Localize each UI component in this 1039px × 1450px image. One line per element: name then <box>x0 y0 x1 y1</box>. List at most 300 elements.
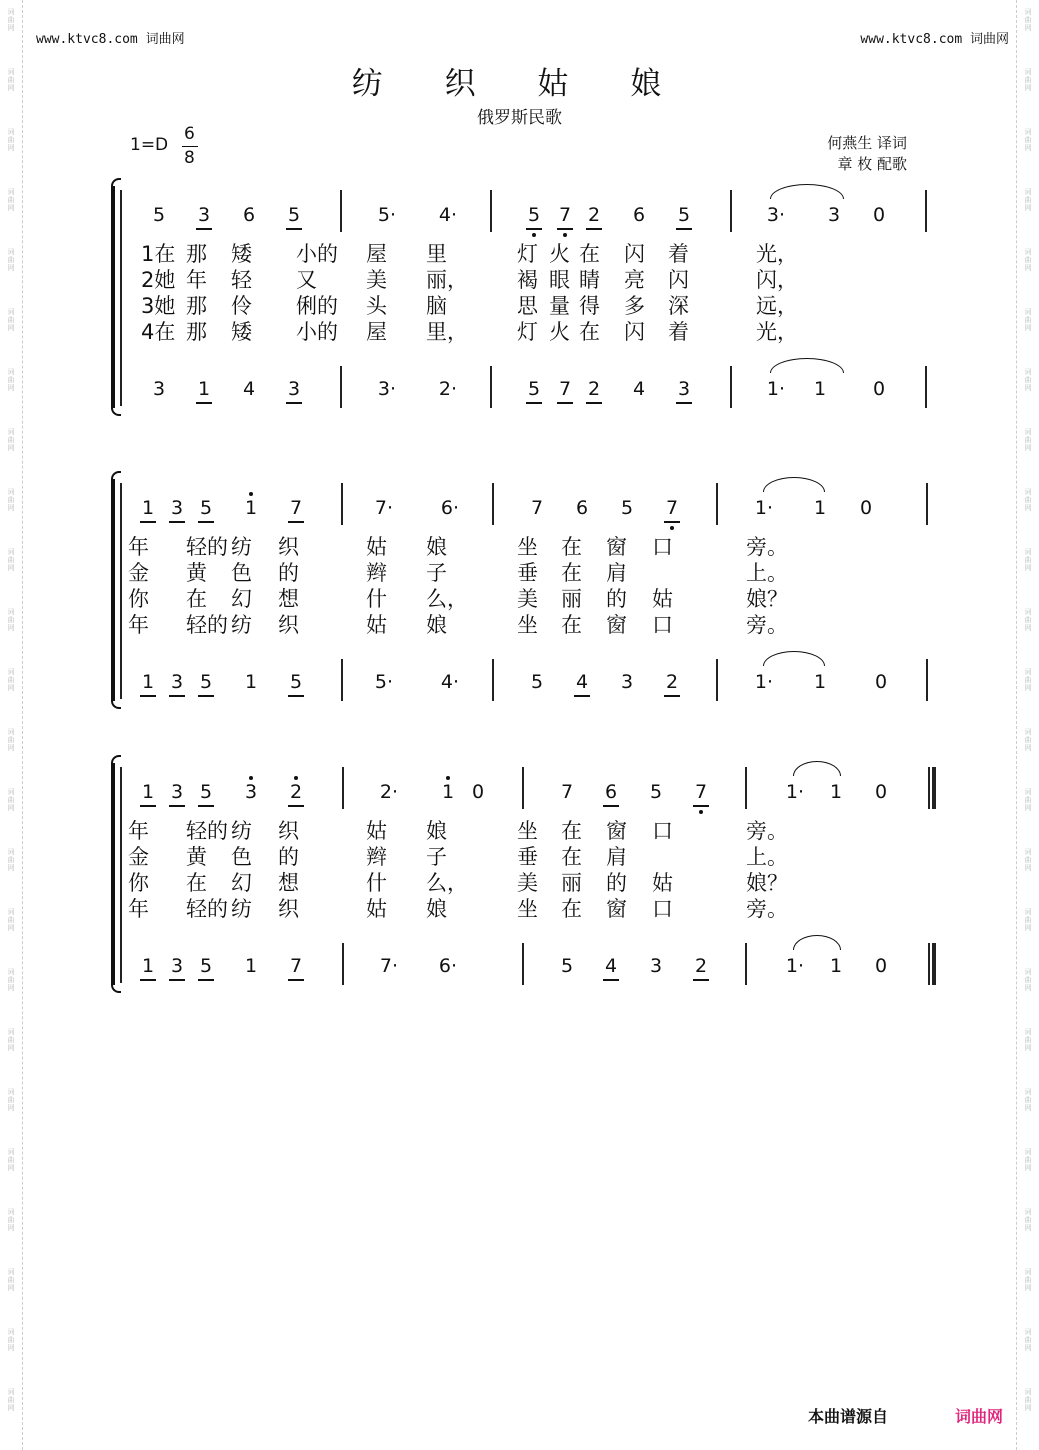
lyric-syllable: 的 <box>278 561 299 585</box>
underline-beam <box>198 521 214 523</box>
lyric-syllable: 美 <box>517 871 538 895</box>
lyric-syllable: 在 <box>561 897 582 921</box>
watermark-text: 词 曲 网 <box>7 188 15 212</box>
barline <box>730 366 732 408</box>
underline-beam <box>140 805 156 807</box>
note-text: 1 <box>141 781 155 803</box>
watermark-text: 词 曲 网 <box>7 848 15 872</box>
lyric-syllable: 姑 <box>652 587 673 611</box>
underline-beam <box>676 402 692 404</box>
barline <box>492 659 494 701</box>
note-text: 1 <box>813 671 827 693</box>
watermark-text: 词 曲 网 <box>1024 68 1032 92</box>
right-watermark-strip <box>1016 0 1039 1450</box>
lower-note <box>282 378 306 400</box>
lyric-syllable: 在 <box>561 613 582 637</box>
barline <box>730 190 732 232</box>
watermark-text: 词 曲 网 <box>7 1388 15 1412</box>
note-text: 1· <box>754 497 774 519</box>
underline-beam <box>196 402 212 404</box>
lyric-syllable: 灯 <box>517 320 538 344</box>
watermark-text: 词 曲 网 <box>1024 968 1032 992</box>
upper-note <box>525 497 549 519</box>
lyric-syllable: 上。 <box>746 561 788 585</box>
upper-note <box>239 497 263 519</box>
upper-note <box>808 497 832 519</box>
barline <box>342 767 344 809</box>
upper-note <box>783 781 807 803</box>
watermark-text: 词 曲 网 <box>1024 1208 1032 1232</box>
upper-note <box>165 497 189 519</box>
note-text: 5 <box>199 781 213 803</box>
lower-note <box>752 671 776 693</box>
lyric-syllable: 口 <box>652 613 673 637</box>
lyric-syllable: 1在 <box>141 242 176 266</box>
lyric-syllable: 织 <box>278 819 299 843</box>
lyric-syllable: 黄 <box>186 845 207 869</box>
lyric-syllable: 你 <box>128 587 149 611</box>
note-text: 2 <box>587 204 601 226</box>
note-text: 2 <box>694 955 708 977</box>
note-text: 1 <box>141 497 155 519</box>
watermark-text: 词 曲 网 <box>1024 1388 1032 1412</box>
lyric-syllable: 垂 <box>517 561 538 585</box>
upper-note <box>522 204 546 226</box>
lower-note <box>237 378 261 400</box>
translator-credit: 何燕生 译词 <box>827 134 907 152</box>
barline <box>522 767 524 809</box>
lyric-syllable: 纺 <box>231 613 252 637</box>
note-text: 1 <box>244 955 258 977</box>
lyric-syllable: 幻 <box>231 871 252 895</box>
high-octave-dot <box>446 776 450 780</box>
lyric-syllable: 得 <box>579 294 600 318</box>
lower-note <box>555 955 579 977</box>
barline <box>716 659 718 701</box>
watermark-text: 词 曲 网 <box>1024 728 1032 752</box>
lyric-syllable: 你 <box>128 871 149 895</box>
lower-note <box>553 378 577 400</box>
watermark-text: 词 曲 网 <box>7 8 15 32</box>
lower-note <box>284 671 308 693</box>
lyric-syllable: 纺 <box>231 819 252 843</box>
high-octave-dot <box>249 776 253 780</box>
watermark-text: 词 曲 网 <box>7 1328 15 1352</box>
barline <box>340 190 342 232</box>
watermark-text: 词 曲 网 <box>7 548 15 572</box>
note-text: 1· <box>785 781 805 803</box>
barline <box>928 943 930 985</box>
lyric-syllable: 坐 <box>517 897 538 921</box>
underline-beam <box>586 228 602 230</box>
watermark-text: 词 曲 网 <box>7 968 15 992</box>
lyric-syllable: 在 <box>579 320 600 344</box>
low-octave-dot <box>563 233 567 237</box>
note-text: 5 <box>289 671 303 693</box>
lyric-syllable: 头 <box>366 294 387 318</box>
upper-note <box>672 204 696 226</box>
lyric-syllable: 辫 <box>366 845 387 869</box>
underline-beam <box>526 402 542 404</box>
note-text: 2 <box>665 671 679 693</box>
lyric-syllable: 在 <box>561 819 582 843</box>
lower-note <box>194 955 218 977</box>
lower-note <box>192 378 216 400</box>
upper-note <box>615 497 639 519</box>
lower-note <box>764 378 788 400</box>
note-text: 5 <box>527 378 541 400</box>
note-text: 7 <box>694 781 708 803</box>
lyric-syllable: 金 <box>128 845 149 869</box>
lower-note <box>136 671 160 693</box>
lyric-syllable: 年 <box>128 897 149 921</box>
site-header-left[interactable]: www.ktvc8.com 词曲网 <box>36 32 185 47</box>
watermark-text: 词 曲 网 <box>7 1088 15 1112</box>
watermark-text: 词 曲 网 <box>7 1028 15 1052</box>
lyric-syllable: 娘？ <box>746 587 788 611</box>
lyric-syllable: 那 <box>186 294 207 318</box>
lower-note <box>284 955 308 977</box>
note-text: 7· <box>379 955 399 977</box>
barline <box>716 483 718 525</box>
lyric-syllable: 织 <box>278 613 299 637</box>
lower-note <box>808 671 832 693</box>
key-signature: 1=D <box>130 135 169 155</box>
lyric-syllable: 垂 <box>517 845 538 869</box>
note-text: 2· <box>438 378 458 400</box>
note-text: 1 <box>197 378 211 400</box>
note-text: 5 <box>199 497 213 519</box>
watermark-text: 词 曲 网 <box>1024 788 1032 812</box>
upper-note <box>599 781 623 803</box>
note-text: 4· <box>440 671 460 693</box>
underline-beam <box>557 228 573 230</box>
note-text: 5 <box>620 497 634 519</box>
lyric-syllable: 年 <box>128 535 149 559</box>
note-text: 5 <box>199 671 213 693</box>
lyric-syllable: 灯 <box>517 242 538 266</box>
note-text: 7 <box>289 497 303 519</box>
lyric-syllable: 美 <box>366 268 387 292</box>
tie-arc <box>770 358 844 373</box>
underline-beam <box>557 402 573 404</box>
upper-note <box>854 497 878 519</box>
lower-note <box>194 671 218 693</box>
upper-note <box>752 497 776 519</box>
watermark-text: 词 曲 网 <box>1024 668 1032 692</box>
note-text: 3· <box>377 378 397 400</box>
underline-beam <box>288 979 304 981</box>
lyric-syllable: 织 <box>278 897 299 921</box>
underline-beam <box>693 979 709 981</box>
lyric-syllable: 旁。 <box>746 613 788 637</box>
lyric-syllable: 坐 <box>517 819 538 843</box>
lyric-syllable: 姑 <box>366 613 387 637</box>
low-octave-dot <box>699 810 703 814</box>
watermark-text: 词 曲 网 <box>1024 608 1032 632</box>
lower-note <box>644 955 668 977</box>
lyric-syllable: 旁。 <box>746 535 788 559</box>
watermark-text: 词 曲 网 <box>7 68 15 92</box>
note-text: 7 <box>289 955 303 977</box>
underline-beam <box>169 695 185 697</box>
watermark-text: 词 曲 网 <box>1024 368 1032 392</box>
lyric-syllable: 口 <box>652 897 673 921</box>
upper-note <box>764 204 788 226</box>
note-text: 3 <box>287 378 301 400</box>
note-text: 3 <box>827 204 841 226</box>
upper-note <box>239 781 263 803</box>
barline <box>926 483 928 525</box>
lyric-syllable: 姑 <box>366 819 387 843</box>
underline-beam <box>286 228 302 230</box>
watermark-text: 词 曲 网 <box>7 1208 15 1232</box>
watermark-text: 词 曲 网 <box>7 368 15 392</box>
upper-note <box>194 781 218 803</box>
watermark-text: 词 曲 网 <box>7 428 15 452</box>
watermark-text: 词 曲 网 <box>7 1148 15 1172</box>
lyric-syllable: 年 <box>186 268 207 292</box>
upper-note <box>284 497 308 519</box>
lower-note <box>627 378 651 400</box>
underline-beam <box>169 521 185 523</box>
note-text: 1· <box>785 955 805 977</box>
note-text: 4· <box>438 204 458 226</box>
lyric-syllable: 睛 <box>579 268 600 292</box>
upper-note <box>136 497 160 519</box>
lyric-syllable: 纺 <box>231 535 252 559</box>
underline-beam <box>288 521 304 523</box>
barline <box>745 943 747 985</box>
lower-note <box>599 955 623 977</box>
lyric-syllable: 辫 <box>366 561 387 585</box>
barline <box>492 483 494 525</box>
barline <box>340 366 342 408</box>
lower-note <box>869 955 893 977</box>
note-text: 1 <box>141 955 155 977</box>
upper-note <box>627 204 651 226</box>
lyric-syllable: 又 <box>296 268 317 292</box>
staff-start-bar <box>120 190 122 406</box>
note-text: 3 <box>677 378 691 400</box>
watermark-text: 词 曲 网 <box>7 128 15 152</box>
lyric-syllable: 深 <box>668 294 689 318</box>
note-text: 0 <box>859 497 873 519</box>
upper-note <box>867 204 891 226</box>
lyric-syllable: 么， <box>426 871 468 895</box>
barline <box>745 767 747 809</box>
lyric-syllable: 轻的 <box>186 897 228 921</box>
upper-note <box>822 204 846 226</box>
underline-beam <box>288 805 304 807</box>
lyric-syllable: 光， <box>756 320 798 344</box>
watermark-text: 词 曲 网 <box>7 668 15 692</box>
upper-note <box>372 497 396 519</box>
lyric-syllable: 色 <box>231 845 252 869</box>
low-octave-dot <box>670 526 674 530</box>
lower-note <box>136 955 160 977</box>
lyric-syllable: 窗 <box>606 613 627 637</box>
note-text: 1 <box>141 671 155 693</box>
watermark-text: 词 曲 网 <box>7 788 15 812</box>
lyric-syllable: 年 <box>128 819 149 843</box>
underline-beam <box>288 695 304 697</box>
note-text: 3 <box>170 955 184 977</box>
lyric-syllable: 口 <box>652 819 673 843</box>
lyric-syllable: 4在 <box>141 320 176 344</box>
upper-note <box>375 204 399 226</box>
note-text: 0 <box>874 671 888 693</box>
watermark-text: 词 曲 网 <box>1024 1148 1032 1172</box>
lyric-syllable: 屋 <box>366 242 387 266</box>
staff-start-bar <box>120 483 122 699</box>
barline <box>341 659 343 701</box>
lyric-syllable: 多 <box>624 294 645 318</box>
lyric-syllable: 丽， <box>426 268 468 292</box>
lyric-syllable: 矮 <box>231 242 252 266</box>
watermark-text: 词 曲 网 <box>7 1268 15 1292</box>
lyric-syllable: 着 <box>668 242 689 266</box>
note-text: 0 <box>874 955 888 977</box>
watermark-text: 词 曲 网 <box>1024 8 1032 32</box>
lyric-syllable: 的 <box>606 587 627 611</box>
high-octave-dot <box>249 492 253 496</box>
lower-note <box>783 955 807 977</box>
note-text: 3 <box>649 955 663 977</box>
lyric-syllable: 2她 <box>141 268 176 292</box>
lower-note <box>436 955 460 977</box>
note-text: 6 <box>632 204 646 226</box>
underline-beam <box>140 979 156 981</box>
upper-note <box>689 781 713 803</box>
watermark-text: 词 曲 网 <box>7 488 15 512</box>
time-signature-top: 6 <box>184 124 195 144</box>
lyric-syllable: 思 <box>517 294 538 318</box>
lyric-syllable: 量 <box>549 294 570 318</box>
lyric-syllable: 在 <box>579 242 600 266</box>
lyric-syllable: 矮 <box>231 320 252 344</box>
site-header-right[interactable]: www.ktvc8.com 词曲网 <box>860 32 1009 47</box>
note-text: 5 <box>560 955 574 977</box>
lyric-syllable: 想 <box>278 871 299 895</box>
note-text: 5· <box>377 204 397 226</box>
underline-beam <box>664 521 680 523</box>
upper-note <box>165 781 189 803</box>
staff-start-bar <box>120 767 122 983</box>
lower-note <box>522 378 546 400</box>
barline <box>342 943 344 985</box>
time-signature-bottom: 8 <box>184 148 195 168</box>
lyric-syllable: 小的 <box>296 320 338 344</box>
barline <box>490 366 492 408</box>
lyric-syllable: 轻 <box>231 268 252 292</box>
lower-note <box>165 955 189 977</box>
upper-note <box>237 204 261 226</box>
lyric-syllable: 那 <box>186 320 207 344</box>
final-barline <box>932 767 936 809</box>
lyric-syllable: 坐 <box>517 535 538 559</box>
watermark-text: 词 曲 网 <box>1024 908 1032 932</box>
lower-note <box>582 378 606 400</box>
lyric-syllable: 脑 <box>426 294 447 318</box>
lyric-syllable: 轻的 <box>186 535 228 559</box>
note-text: 6 <box>575 497 589 519</box>
lyric-syllable: 亮 <box>624 268 645 292</box>
watermark-text: 词 曲 网 <box>1024 128 1032 152</box>
barline <box>925 366 927 408</box>
lyric-syllable: 窗 <box>606 897 627 921</box>
watermark-text: 词 曲 网 <box>7 908 15 932</box>
lyric-syllable: 姑 <box>652 871 673 895</box>
lower-note <box>239 955 263 977</box>
lyric-syllable: 里， <box>426 320 468 344</box>
note-text: 5· <box>374 671 394 693</box>
note-text: 5 <box>287 204 301 226</box>
barline <box>490 190 492 232</box>
lyric-syllable: 的 <box>278 845 299 869</box>
lower-note <box>525 671 549 693</box>
lower-note <box>689 955 713 977</box>
note-text: 4 <box>632 378 646 400</box>
lyric-syllable: 黄 <box>186 561 207 585</box>
lyric-syllable: 在 <box>186 587 207 611</box>
upper-note <box>194 497 218 519</box>
lyric-syllable: 肩 <box>606 845 627 869</box>
tie-arc <box>793 935 841 950</box>
upper-note <box>553 204 577 226</box>
note-text: 5 <box>527 204 541 226</box>
note-text: 3 <box>170 781 184 803</box>
lyric-syllable: 金 <box>128 561 149 585</box>
lower-note <box>808 378 832 400</box>
upper-note <box>438 497 462 519</box>
barline <box>928 767 930 809</box>
note-text: 3 <box>152 378 166 400</box>
lower-note <box>570 671 594 693</box>
upper-note <box>192 204 216 226</box>
note-text: 2· <box>379 781 399 803</box>
upper-note <box>377 781 401 803</box>
note-text: 1 <box>813 378 827 400</box>
arranger-credit: 章 枚 配歌 <box>837 155 907 173</box>
lyric-syllable: 轻的 <box>186 613 228 637</box>
lyric-syllable: 着 <box>668 320 689 344</box>
note-text: 6· <box>438 955 458 977</box>
underline-beam <box>526 228 542 230</box>
watermark-text: 词 曲 网 <box>1024 1028 1032 1052</box>
tie-arc <box>770 184 844 199</box>
watermark-text: 词 曲 网 <box>7 308 15 332</box>
upper-note <box>436 781 460 803</box>
lyric-syllable: 闪 <box>624 242 645 266</box>
lyric-syllable: 纺 <box>231 897 252 921</box>
lyric-syllable: 上。 <box>746 845 788 869</box>
watermark-text: 词 曲 网 <box>1024 248 1032 272</box>
note-text: 5 <box>677 204 691 226</box>
lower-note <box>672 378 696 400</box>
note-text: 1 <box>441 781 455 803</box>
note-text: 4 <box>575 671 589 693</box>
lyric-syllable: 里 <box>426 242 447 266</box>
note-text: 1 <box>244 671 258 693</box>
underline-beam <box>140 695 156 697</box>
staff-brace <box>111 186 124 408</box>
note-text: 3 <box>244 781 258 803</box>
lyric-syllable: 窗 <box>606 535 627 559</box>
song-subtitle: 俄罗斯民歌 <box>477 108 562 128</box>
source-site-link[interactable]: 词曲网 <box>955 1407 1004 1426</box>
lower-note <box>660 671 684 693</box>
